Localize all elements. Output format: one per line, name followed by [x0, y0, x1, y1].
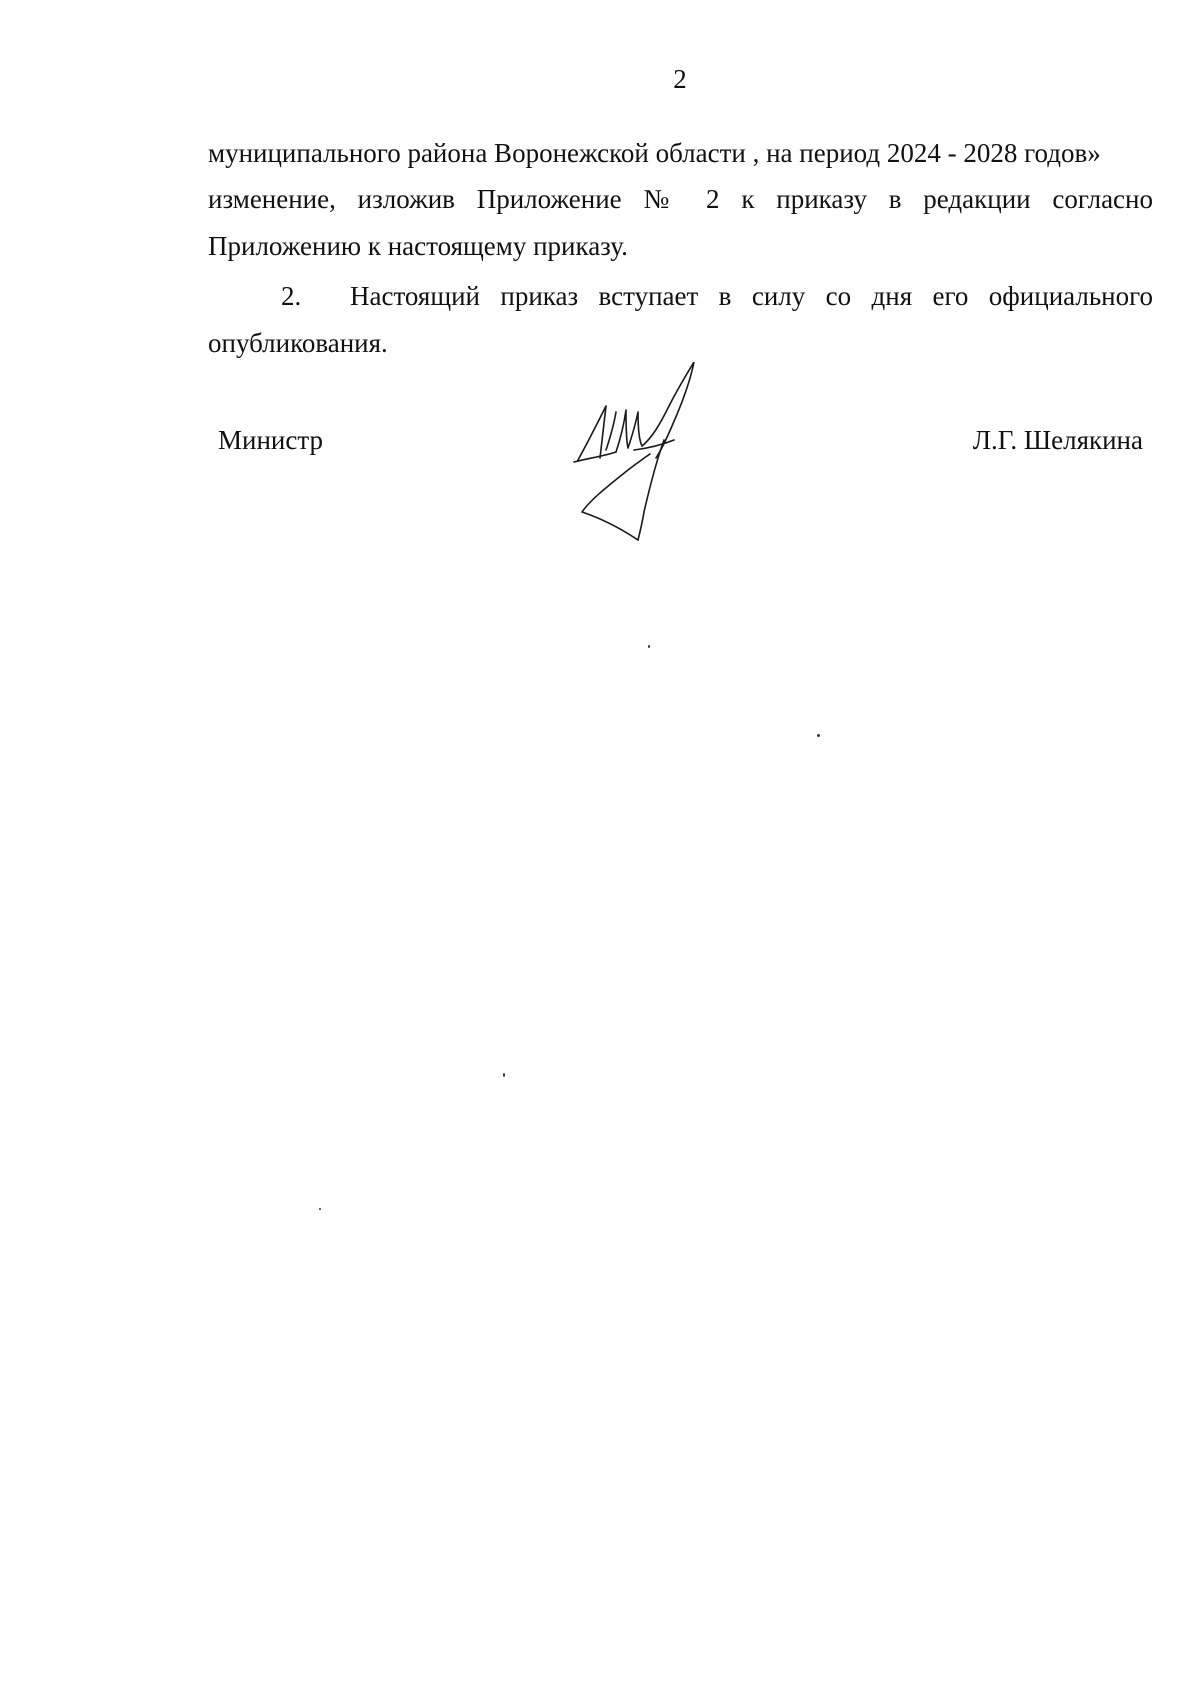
- paragraph-2-line-1: Настоящий приказ вступает в силу со дня его официального: [350, 281, 1153, 311]
- body-line-3: Приложению к настоящему приказу.: [208, 231, 628, 261]
- paragraph-number: 2.: [281, 281, 302, 311]
- scan-speck: [503, 1073, 505, 1077]
- signer-name: Л.Г. Шелякина: [972, 425, 1143, 455]
- signer-title: Министр: [218, 425, 323, 455]
- scan-speck: [817, 734, 820, 737]
- scan-speck: [319, 1208, 321, 1210]
- scan-speck: [648, 645, 650, 648]
- body-line-1: муниципального района Воронежской области , на период 2024 - 2028 годов»: [208, 138, 1101, 168]
- body-line-2: изменение, изложив Приложение № 2 к приказу в редакции согласно: [208, 184, 1153, 214]
- page-number: 2: [673, 64, 687, 94]
- paragraph-2-line-2: опубликования.: [208, 328, 388, 358]
- handwritten-signature-icon: [560, 362, 730, 542]
